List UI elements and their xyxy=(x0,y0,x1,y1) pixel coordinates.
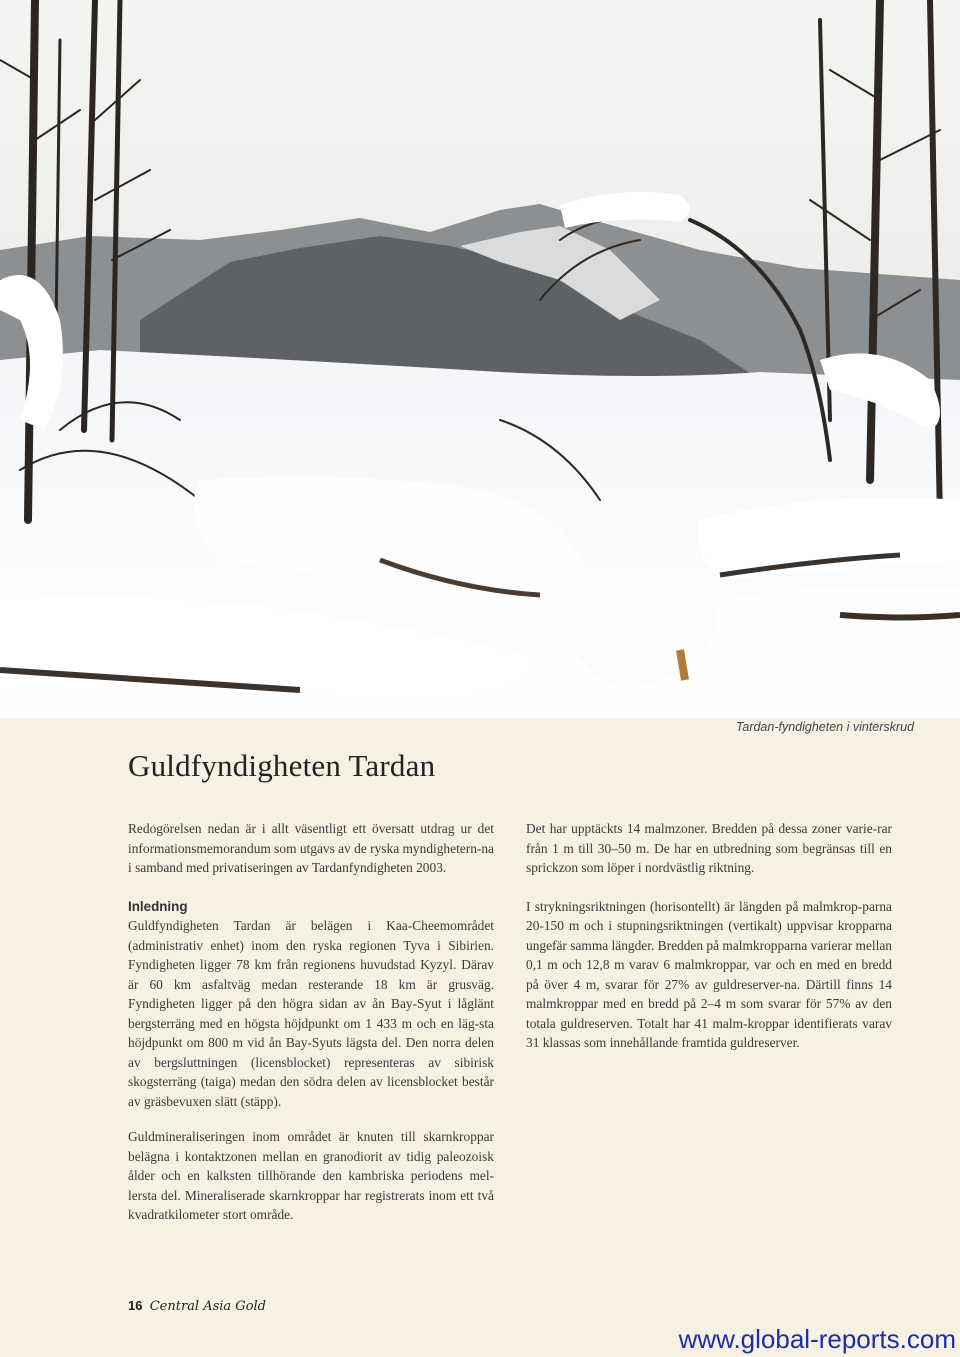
left-column xyxy=(128,819,494,1111)
bottom-paragraph: Guldmineraliseringen inom området är knuten till skarnkroppar belägna i kontaktzonen mellan en granodiorit av tidig paleozoisk ålder och en kalksten tillhörande den kambriska periodens mel-lersta del. Mineraliserade skarnkroppar har registrerats inom ett två kvadratkilometer stort område. xyxy=(128,1129,494,1222)
bottom-column xyxy=(128,1127,494,1225)
intro-paragraph: Redogörelsen nedan är i allt väsentligt ett översatt utdrag ur det informationsmemorandum som utgavs av de ryska myndighetern-na i samband med privatiseringen av Tardanfyndigheten 2003. xyxy=(128,821,494,875)
right-column xyxy=(526,819,892,1053)
page-footer xyxy=(128,1298,266,1314)
section-heading: Inledning xyxy=(128,898,188,914)
website-link[interactable]: www.global-reports.com xyxy=(678,1324,956,1354)
photo-caption: Tardan-fyndigheten i vinterskrud xyxy=(735,720,914,734)
brand-logo: Central Asia Gold xyxy=(149,1299,267,1314)
article-title: Guldfyndigheten Tardan xyxy=(128,748,436,783)
page-number: 16 xyxy=(128,1298,143,1313)
right-paragraph-1: Det har upptäckts 14 malmzoner. Bredden på dessa zoner varie-rar från 1 m till 30–50 m. De har en utbredning som begränsas till en sprickzon som löper i nordvästlig riktning. xyxy=(526,821,892,875)
right-paragraph-2: I strykningsriktningen (horisontellt) är längden på malmkrop-parna 20-150 m och i stupningsriktningen (vertikalt) uppvisar kropparna ungefär samma längder. Bredden på malmkropparna varierar mellan 0,1 m och 12,8 m varav 6 malmkroppar, var och en med en bredd på över 4 m, svarar för 27% av guldreserver-na. Därtill finns 14 malmkroppar med en bredd på 2–4 m som svarar för 57% av den totala guldreserven. Totalt har 41 malm-kroppar identifierats varav 31 klassas som innehållande framtida guldreserver. xyxy=(526,898,892,1050)
section-paragraph: Guldfyndigheten Tardan är belägen i Kaa-Cheemområdet (administrativ enhet) inom den ryska regionen Tyva i Sibirien. Fyndigheten ligger 78 km från regionens huvudstad Kyzyl. Därav är 60 km asfaltväg medan resterande 18 km är grusväg. Fyndigheten ligger på den högra sidan av ån Bay-Syut i låglänt bergsterräng med en högsta höjdpunkt om 1 433 m och en läg-sta höjdpunkt om 800 m vid ån Bay-Syuts lägsta del. Den norra delen av bergsluttningen (licensblocket) representeras av sibirisk skogsterräng (taiga) medan den södra delen av licensblocket består av gräsbevuxen slätt (stäpp). xyxy=(128,918,494,1109)
